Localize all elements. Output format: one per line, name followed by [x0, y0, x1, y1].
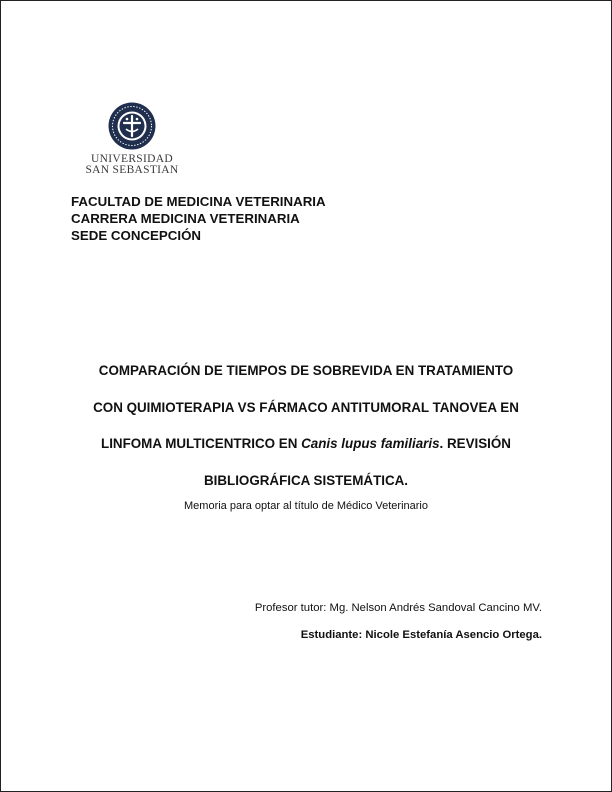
- thesis-title: [41, 353, 571, 499]
- university-seal-icon: [107, 101, 157, 151]
- campus-line: SEDE CONCEPCIÓN: [71, 228, 202, 243]
- career-line: CARRERA MEDICINA VETERINARIA: [71, 211, 300, 226]
- university-name-line1: UNIVERSIDAD: [91, 153, 173, 165]
- title-line-3-prefix: LINFOMA MULTICENTRICO EN: [101, 436, 302, 451]
- university-name: [79, 154, 185, 176]
- university-name-line2: SAN SEBASTIAN: [85, 164, 179, 176]
- title-line-3-suffix: . REVISIÓN: [439, 436, 511, 451]
- title-line-3: [41, 426, 571, 463]
- faculty-line: FACULTAD DE MEDICINA VETERINARIA: [71, 194, 326, 209]
- degree-statement: Memoria para optar al título de Médico Veterinario: [184, 500, 428, 512]
- title-line-2: CON QUIMIOTERAPIA VS FÁRMACO ANTITUMORAL TANOVEA EN: [93, 399, 519, 415]
- faculty-block: [71, 193, 326, 244]
- title-line-4: BIBLIOGRÁFICA SISTEMÁTICA.: [203, 472, 409, 488]
- university-logo: [79, 101, 185, 176]
- species-name: Canis lupus familiaris: [301, 436, 440, 451]
- title-line-1: COMPARACIÓN DE TIEMPOS DE SOBREVIDA EN TRATAMIENTO: [98, 363, 514, 378]
- tutor-line: Profesor tutor: Mg. Nelson Andrés Sandoval Cancino MV.: [254, 602, 542, 614]
- student-line: Estudiante: Nicole Estefanía Asencio Ortega.: [300, 629, 542, 641]
